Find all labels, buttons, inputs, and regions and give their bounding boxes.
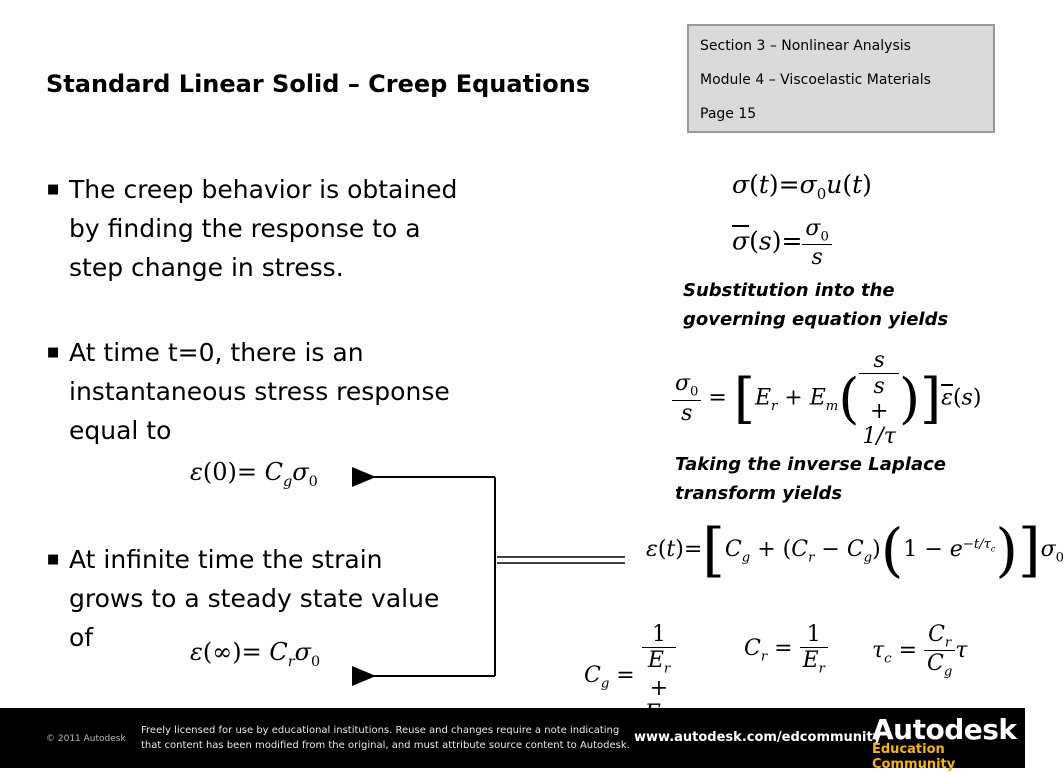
bullet-icon: ■: [47, 182, 60, 197]
footer-url-link[interactable]: www.autodesk.com/edcommunity: [634, 730, 882, 745]
equation-final-strain: $\varepsilon(\infty)= C_r\sigma_0$: [190, 638, 321, 670]
equation-stress-laplace: $\overline{\sigma}(s)=$ $\frac{\sigma_0}{s}$: [732, 216, 832, 270]
equation-tauc-definition: $\tau_c$ = $\frac{C_r}{C_g}$ τ: [872, 622, 968, 680]
slide-title: Standard Linear Solid – Creep Equations: [46, 70, 591, 98]
equation-cr-definition: $C_r$ = $\frac{1}{E_r}$: [744, 622, 828, 676]
bullet-infinite-time: ■ At infinite time the strain grows to a steady state value of: [69, 540, 439, 657]
bullet-creep-behavior: ■ The creep behavior is obtained by finding the response to a step change in stress.: [69, 170, 457, 287]
module-label: Module 4 – Viscoelastic Materials: [700, 72, 931, 88]
section-label: Section 3 – Nonlinear Analysis: [700, 38, 911, 54]
equation-creep-solution: $\varepsilon(t)=[C_g + (C_r - C_g)(1 - e^{-t/\tau_c})]\sigma_0$: [646, 516, 1064, 584]
bullet-time-zero: ■ At time t=0, there is an instantaneous stress response equal to: [69, 333, 450, 450]
bullet-icon: ■: [47, 552, 60, 567]
equation-initial-strain: $\varepsilon(0)= C_g\sigma_0$: [190, 458, 318, 490]
equation-stress-step: $\sigma(t)=\sigma_0u(t)$: [732, 170, 872, 203]
education-community-label: Education Community: [872, 742, 956, 772]
footer-copyright: © 2011 Autodesk: [46, 734, 126, 744]
equation-governing-laplace: $\frac{\sigma_0}{s}$ = [$E_r + E_m$( s s + 1/τ )]$\overline{\varepsilon}(s)$: [672, 348, 981, 449]
page-label: Page 15: [700, 106, 757, 122]
note-inverse-laplace: Taking the inverse Laplace transform yields: [675, 454, 946, 504]
footer-license: Freely licensed for use by educational institutions. Reuse and changes require a note indicating that content has been modified from the original, and must attribute source content to Autodesk.: [141, 725, 630, 751]
bullet-icon: ■: [47, 345, 60, 360]
equation-cg-definition: $C_g$ = 1 $E_r$ +: [584, 622, 676, 730]
autodesk-logo: Autodesk: [872, 713, 1017, 746]
note-substitution: Substitution into the governing equation yields: [683, 280, 949, 330]
footer-bar: [0, 708, 1025, 772]
